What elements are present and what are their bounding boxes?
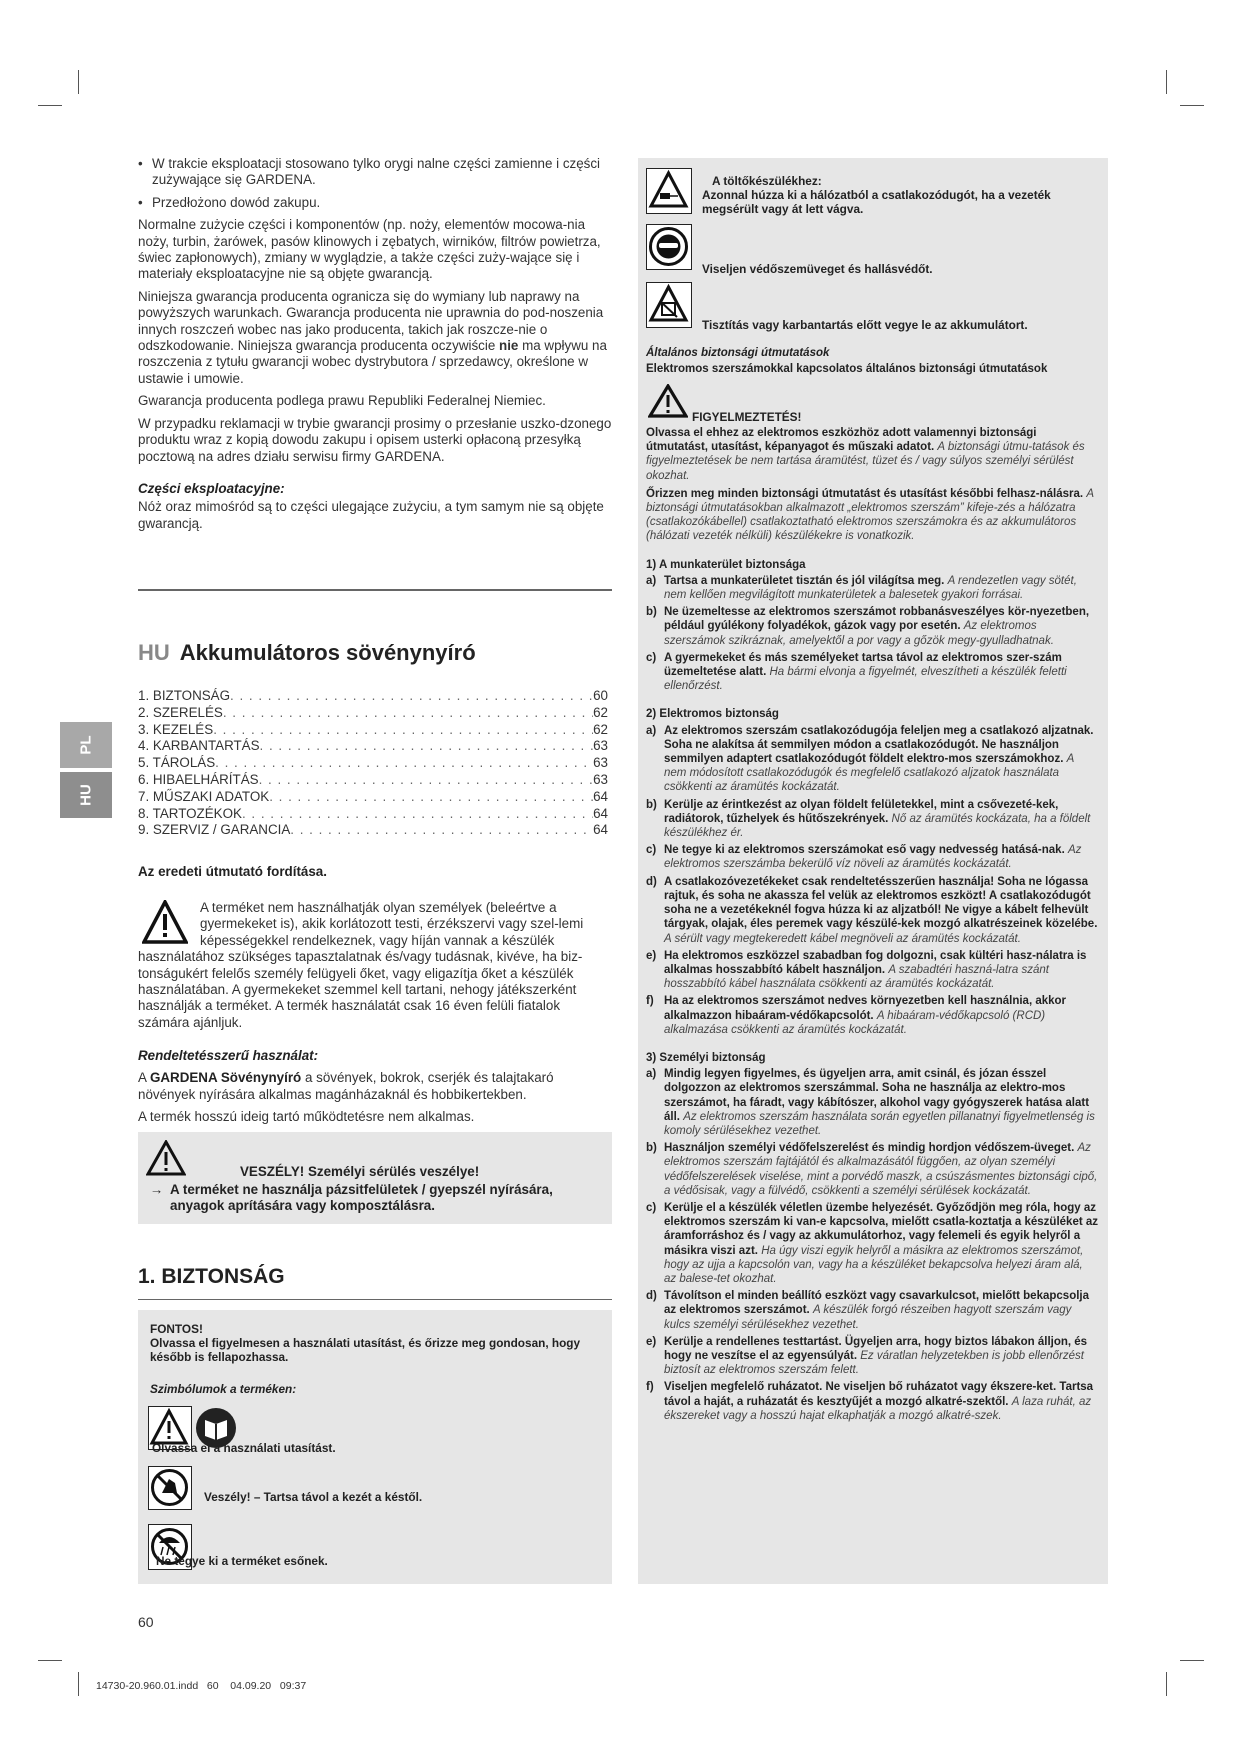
toc-row[interactable]: 5. TÁROLÁS . . . 63 [138,755,608,772]
general-safety [646,346,1098,376]
danger-title: VESZÉLY! Személyi sérülés veszélye! [240,1164,480,1179]
bullet-item: • Przedłożono dowód zakupu. [138,195,612,211]
section-heading: 2) Elektromos biztonság [646,708,779,721]
danger-box [138,1132,612,1224]
paragraph: A termék hosszú ideig tartó működtetésre nem alkalmas. [138,1109,475,1125]
list-item: a) Az elektromos szerszám csatlakozódugója feleljen meg a csatlakozó aljzatnak. Soha ne alakítsa át semmilyen módon a csatlakozódugót. Ne használjon semmilyen adaptert csatlakozódugót földelt elektro-mos szerszámokhoz. A nem módosított csatlakozódugók és megfelelő csatlakozó aljzatok használata csökkenti az áramütés kockázatát. [646,724,1094,794]
pl-warranty-text [138,156,612,538]
paragraph: Gwarancja producenta podlega prawu Republiki Federalnej Niemiec. [138,393,546,409]
danger-icon [146,1140,186,1181]
paragraph: Normalne zużycie części i komponentów (np. noży, elementów mocowa-nia noży, turbin, żarówek, pasów klinowych i zębatych, wirników, filtrów powietrza, świec zapłonowych), zmiany w wyglądzie, a także części zuży-wające się i materiały eksploatacyjne nie są objęte gwarancją. [138,217,601,282]
bullet-item: • W trakcie eksploatacji stosowano tylko orygi nalne części zamienne i części zużywające się GARDENA. [138,156,612,189]
intended-use [138,1048,612,1132]
list-item: b) Kerülje az érintkezést az olyan földelt felületekkel, mint a csővezeté-kek, radiátorok, tűzhelyek és hűtőszekrények. Nő az áramütés kockázata, ha a földelt készülékhez ér. [646,798,1091,840]
remove-battery-text: Tisztítás vagy karbantartás előtt vegye le az akkumulátort. [702,318,1028,332]
page-number: 60 [138,1614,154,1630]
intended-use-heading: Rendeltetésszerű használat: [138,1048,319,1063]
important-text: Olvassa el figyelmesen a használati utasítást, és őrizze meg gondosan, hogy később is fellapozhassa. [150,1336,581,1365]
toc-row[interactable]: 3. KEZELÉS . . . 62 [138,722,608,739]
warning-title: FIGYELMEZTETÉS! [692,410,802,424]
side-tab-pl[interactable]: PL [60,722,112,768]
keep-hands-away-icon [148,1466,192,1510]
print-footer: 14730-20.960.01.indd 60 04.09.20 09:37 [96,1680,307,1692]
danger-text: → A terméket ne használja pázsitfelületek / gyepszél nyírására, anyagok aprítására vagy komposztálásra. [150,1182,553,1214]
safety-instructions-panel [638,158,1108,1584]
original-translation: Az eredeti útmutató fordítása. [138,864,327,879]
paragraph: A GARDENA Sövénynyíró a sövények, bokrok, cserjék és talajtakaró növények nyírására alkalmas magánházaknál és hobbikertekben. [138,1070,554,1102]
eye-protection-text: Viseljen védőszemüveget és hallásvédőt. [702,262,933,276]
toc-row[interactable]: 1. BIZTONSÁG . . . 60 [138,688,608,705]
paragraph: Nóż oraz mimośród są to części ulegające zużyciu, a tym samym nie są objęte gwarancją. [138,499,604,531]
list-item: a) Mindig legyen figyelmes, és ügyeljen arra, amit csinál, és józan ésszel dolgozzon az elektromos szerszámmal. Soha ne használja az elektro-mos szerszámot, ha fáradt, vagy kábítószer, alkohol vagy gyógyszerek hatása alatt áll. Az elektromos szerszám használata során egyetlen pillanatnyi figyelmetlenség is komoly sérülésekhez vezethet. [646,1068,1095,1137]
divider [138,589,612,591]
toc-row[interactable]: 4. KARBANTARTÁS . . . 63 [138,738,608,755]
side-tab-hu[interactable]: HU [60,772,112,818]
symbol-text-rain: Ne tegye ki a terméket esőnek. [156,1554,328,1568]
list-item: a) Tartsa a munkaterületet tisztán és jól világítsa meg. A rendezetlen vagy sötét, nem kellően megvilágított munkaterületek a balesetek gyakori forrásai. [646,574,1077,602]
list-item: b) Ne üzemeltesse az elektromos szerszámot robbanásveszélyes kör-nyezetben, például gyúlékony folyadékok, gázok vagy por esetén. Az elektromos szerszámok szikráznak, amelyektől a por vagy a gőzök megy-gyulladhatnak. [646,606,1090,647]
list-item: c) Kerülje el a készülék véletlen üzembe helyezését. Győződjön meg róla, hogy az elektromos szerszám ki van-e kapcsolva, mielőtt csatla-koztatja a készüléket az áramforráshoz és / vagy az akkumulátorhoz, vagy felemeli és egyik helyről a másikra viszi azt. Ha úgy viszi egyik helyről a másikra az elektromos szerszámot, hogy az ujja a kapcsolón van, vagy ha a készüléket bekapcsolva helyezi áram alá, az balese-tet okozhat. [646,1201,1099,1285]
list-item: d) A csatlakozóvezetékeket csak rendeltetésszerűen használja! Soha ne lógassa rajtuk, és soha ne akassza fel velük az elektromos eszközt! A csatlakozódugót soha ne a vezetékeknél fogva húzza ki az aljzatból! Ne vigye a kábelt felhevült tárgyak, olajak, éles peremek vagy készülé-kek mozgó alkatrészeinek közelébe. A sérült vagy megtekeredett kábel megnöveli az áramütés kockázatát. [646,875,1098,945]
toc-row[interactable]: 8. TARTOZÉKOK . . . 64 [138,806,608,823]
crop-mark [78,70,79,94]
important-box [138,1310,612,1584]
crop-mark [38,1660,62,1661]
section-heading: 1) A munkaterület biztonsága [646,558,806,571]
eye-protection-icon [646,224,692,270]
list-item: b) Használjon személyi védőfelszerelést és mindig hordjon védőszem-üveget. Az elektromos szerszám fajtájától és alkalmazásától függően, az olyan személyi védőfelszerelések viselése, mint a porvédő maszk, a csúszásmentes biztonsági cipő, a védősisak, vagy a fülvédő, csökkenti a személyi sérülések kockázatát. [646,1142,1098,1197]
page-title: HU Akkumulátoros sövénynyíró [138,640,476,665]
safety-body [646,426,1098,1426]
language-code: HU [138,640,170,665]
crop-mark [1166,70,1167,94]
list-item: e) Kerülje a rendellenes testtartást. Ügyeljen arra, hogy biztos lábakon álljon, és hogy ne veszítse el az egyensúlyát. Ez váratlan helyzetekben is jobb ellenőrzést biztosít az elektromos szerszám felett. [646,1335,1088,1377]
charger-text: Azonnal húzza ki a hálózatból a csatlakozódugót, ha a vezeték megsérült vagy át lett vágva. [702,188,1051,217]
symbols-heading: Szimbólumok a terméken: [150,1382,297,1396]
general-subheading: Elektromos szerszámokkal kapcsolatos általános biztonsági útmutatások [646,363,1048,376]
crop-mark [78,1672,79,1696]
toc-row[interactable]: 6. HIBAELHÁRÍTÁS . . . 63 [138,772,608,789]
section-heading: 3) Személyi biztonság [646,1051,766,1064]
list-item: e) Ha elektromos eszközzel szabadban fog dolgozni, csak kültéri hasz-nálatra is alkalmas hosszabbító kábelt használjon. A szabadtéri haszná-latra szánt hosszabbító kábel használata csökkenti az áramütés kockázatát. [646,949,1087,991]
crop-mark [1180,105,1204,106]
crop-mark [1166,1672,1167,1696]
section-title: 1. BIZTONSÁG [138,1265,285,1288]
remove-battery-icon [646,282,692,328]
symbol-text-read-manual: Olvassa el a használati utasítást. [152,1441,336,1455]
table-of-contents [138,688,608,839]
important-label: FONTOS! [150,1322,203,1336]
general-heading: Általános biztonsági útmutatások [646,347,830,359]
crop-mark [1180,1660,1204,1661]
spare-parts-heading: Części eksploatacyjne: [138,480,285,496]
children-warning-text: A terméket nem használhatják olyan személyek (beleértve a gyermekeket is), akik korlátozott testi, érzékszervi vagy szel-lemi képességekkel rendelkeznek, vagy híján vannak a készülék használatához szükséges tapasztalatnak és/vagy tudásnak, kivéve, ha biz-tonságukért felelős személy felügyeli őket, vagy eligazítja őket a készülék használatában. A gyermekeket szemmel kell tartani, nehogy játékszerként használják a terméket. A termék használatát csak 16 éven felüli fiatalok számára ajánljuk. [138,900,584,1030]
charger-title: A töltőkészülékhez: [712,174,822,188]
toc-row[interactable]: 7. MŰSZAKI ADATOK . . . 64 [138,789,608,806]
divider [138,1299,612,1300]
list-item: c) Ne tegye ki az elektromos szerszámokat eső vagy nedvesség hatásá-nak. Az elektromos szerszámba bekerülő víz növeli az áramütés kockázatát. [646,844,1082,871]
warning-paragraph: Őrizzen meg minden biztonsági útmutatást és utasítást későbbi felhasz-nálásra. A biztonsági útmutatásokban alkalmazott „elektromos szerszám” kifeje-zés a hálózatra (csatlakozókábellel) csatlakoztatható elektromos szerszámokra és az akkumulátoros (hálózati vezeték nélküli) készülékekre is vonatkozik. [646,487,1094,543]
list-item: f) Viseljen megfelelő ruházatot. Ne viseljen bő ruházatot vagy ékszere-ket. Tartsa távol a haját, a ruházatát és kesztyűjét a mozgó alkatré-szektől. A laza ruhát, az ékszereket vagy a hosszú hajat elkaphatják a mozgó alkatré-szek. [646,1381,1094,1422]
warning-paragraph: Olvassa el ehhez az elektromos eszközhöz adott valamennyi biztonsági útmutatást, utasítást, képanyagot és műszaki adatot. A biztonsági útmu-tatások és figyelmeztetések be nem tartása áramütést, tüzet és / vagy súlyos személyi sérülést okozhat. [646,427,1085,482]
charger-warning-icon [646,168,692,214]
warning-triangle-icon [648,384,688,423]
list-item: d) Távolítson el minden beállító eszközt vagy csavarkulcsot, mielőtt bekapcsolja az elektromos szerszámot. A készülék forgó részeiben hagyott szerszám vagy kulcs személyi sérülésekhez vezethet. [646,1290,1090,1331]
toc-row[interactable]: 9. SZERVIZ / GARANCIA . . . 64 [138,822,608,839]
toc-row[interactable]: 2. SZERELÉS . . . 62 [138,705,608,722]
crop-mark [38,105,62,106]
list-item: c) A gyermekeket és más személyeket tartsa távol az elektromos szer-szám üzemeltetése alatt. Ha bármi elvonja a figyelmét, elveszítheti a készülék feletti ellenőrzést. [646,651,1067,693]
list-item: f) Ha az elektromos szerszámot nedves környezetben kell használnia, akkor alkalmazzon hibaáram-védőkapcsolót. A hibaáram-védőkapcsoló (RCD) alkalmazása csökkenti az áramütés kockázatát. [646,995,1067,1036]
paragraph: Niniejsza gwarancja producenta ogranicza się do wymiany lub naprawy na powyższych warunkach. Gwarancja producenta nie uprawnia do pod-noszenia innych roszczeń wobec nas jako producenta, takich jak roszcze-nie o odszkodowanie. Niniejsza gwarancja producenta oczywiście nie ma wpływu na roszczenia z tytułu gwarancji wobec dystrybutora / sprzedawcy, określone w ustawie i umowie. [138,288,607,386]
symbol-text-hands: Veszély! – Tartsa távol a kezét a késtől. [204,1490,423,1504]
paragraph: W przypadku reklamacji w trybie gwarancji prosimy o przesłanie uszko-dzonego produktu wraz z kopią dowodu zakupu i opisem usterki opłaconą przesyłką pocztową na adres działu serwisu firmy GARDENA. [138,415,612,464]
